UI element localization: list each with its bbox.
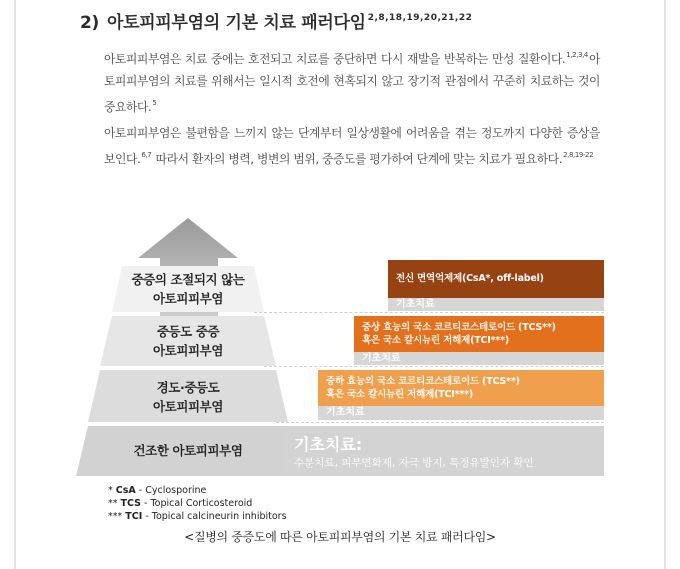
paragraph-1-sentence-1: 아토피피부염은 치료 중에는 호전되고 치료를 중단하면 다시 재발을 반복하는 만성 질환이다.: [104, 52, 566, 66]
basic-care-detail: 수분치료, 피부연화제, 자극 방지, 특정유발인자 확인: [294, 457, 534, 469]
footnote-abbr: TCS: [120, 498, 142, 509]
basic-care-label-moderate-severe: 기초치료: [362, 353, 401, 364]
footnote-csa: [108, 484, 287, 497]
tier-label-moderate-severe-line1: 중등도 중증: [156, 324, 220, 339]
tier-label-basic: [108, 441, 268, 460]
tier-label-mild-moderate: [108, 378, 268, 416]
tier-label-mild-moderate-line2: 아토피피부염: [152, 399, 224, 414]
treatment-systemic-text: 전신 면역억제제(CsA*, off-label): [396, 273, 544, 284]
footnote-desc: - Topical Corticosteroid: [141, 498, 253, 509]
paragraph-2-sentence-2: 따라서 환자의 병력, 병변의 범위, 중증도를 평가하여 단계에 맞는 치료가 필요하다.: [155, 152, 563, 166]
divider-2: [264, 366, 604, 367]
section-title: 아토피피부염의 기본 치료 패러다임: [107, 13, 366, 33]
tier-label-moderate-severe-line2: 아토피피부염: [152, 343, 224, 358]
divider-3: [276, 422, 604, 423]
paragraph-1-sentence-2: 아토피피부염의 치료를 위해서는 일시적 호전에 현혹되지 않고 장기적 관점에서 꾸준히 치료하는 것이 중요하다.: [104, 52, 600, 114]
footnote-abbr: TCI: [125, 511, 143, 522]
treatment-tcs-mild-moderate-bar: [318, 370, 604, 406]
treatment-tcs-moderate-severe-line1: 중상 효능의 국소 코르티코스테로이드 (TCS**): [362, 322, 556, 333]
footnote-mark: ***: [108, 511, 123, 522]
basic-care-label-mild-moderate: 기초치료: [326, 407, 365, 418]
basic-care-label-severe: 기초치료: [396, 299, 435, 310]
treatment-tcs-moderate-severe-line2: 혹은 국소 칼시뉴린 저해제(TCI***): [362, 335, 510, 346]
footnote-mark: *: [108, 485, 113, 496]
tier-label-basic-line1: 건조한 아토피피부염: [133, 443, 243, 458]
tier-label-severe-line1: 중증의 조절되지 않는: [131, 272, 245, 287]
footnote-mark: **: [108, 498, 118, 509]
basic-care-bar-severe: [388, 298, 604, 311]
footnote-tcs: [108, 497, 287, 510]
footnote-tci: [108, 510, 287, 523]
footnote-desc: - Cyclosporine: [135, 485, 207, 496]
basic-care-bar-mild-moderate: [318, 406, 604, 420]
figure-caption: <질병의 중증도에 따른 아토피피부염의 기본 치료 패러다임>: [184, 530, 496, 544]
tier-label-severe-line2: 아토피피부염: [152, 291, 224, 306]
footnote-desc: - Topical calcineurin inhibitors: [142, 511, 287, 522]
footnote-abbr: CsA: [115, 485, 136, 496]
paragraph-1-ref-1: 1,2,3,4: [566, 51, 588, 59]
treatment-tcs-mild-moderate-line2: 혹은 국소 칼시뉴린 저해제(TCI***): [326, 389, 474, 400]
paragraph-2-sentence-1: 아토피피부염은 불편함을 느끼지 않는 단계부터 일상생활에 어려움을 겪는 정도까지 다양한 증상을 보인다.: [104, 126, 600, 166]
tier-label-moderate-severe: [108, 322, 268, 360]
basic-care-title: 기초치료:: [294, 435, 363, 454]
section-refs: 2,8,18,19,20,21,22: [367, 13, 473, 23]
tier-label-mild-moderate-line1: 경도·중등도: [156, 380, 220, 395]
basic-care-bar-moderate-severe: [354, 352, 604, 365]
treatment-tcs-moderate-severe-bar: [354, 316, 604, 352]
treatment-systemic-bar: [388, 260, 604, 298]
basic-care-box: [284, 426, 604, 476]
paragraph-2-ref-1: 6,7: [141, 151, 152, 159]
paragraph-2-ref-2: 2,8,19-22: [563, 151, 594, 159]
paragraph-1-ref-2: 5: [152, 99, 157, 107]
treatment-tcs-mild-moderate-line1: 중하 효능의 국소 코르티코스테로이드 (TCS**): [326, 376, 520, 387]
section-number: 2): [80, 13, 99, 33]
footnotes: [108, 484, 287, 523]
divider-1: [254, 312, 604, 313]
tier-label-severe: [108, 270, 268, 308]
